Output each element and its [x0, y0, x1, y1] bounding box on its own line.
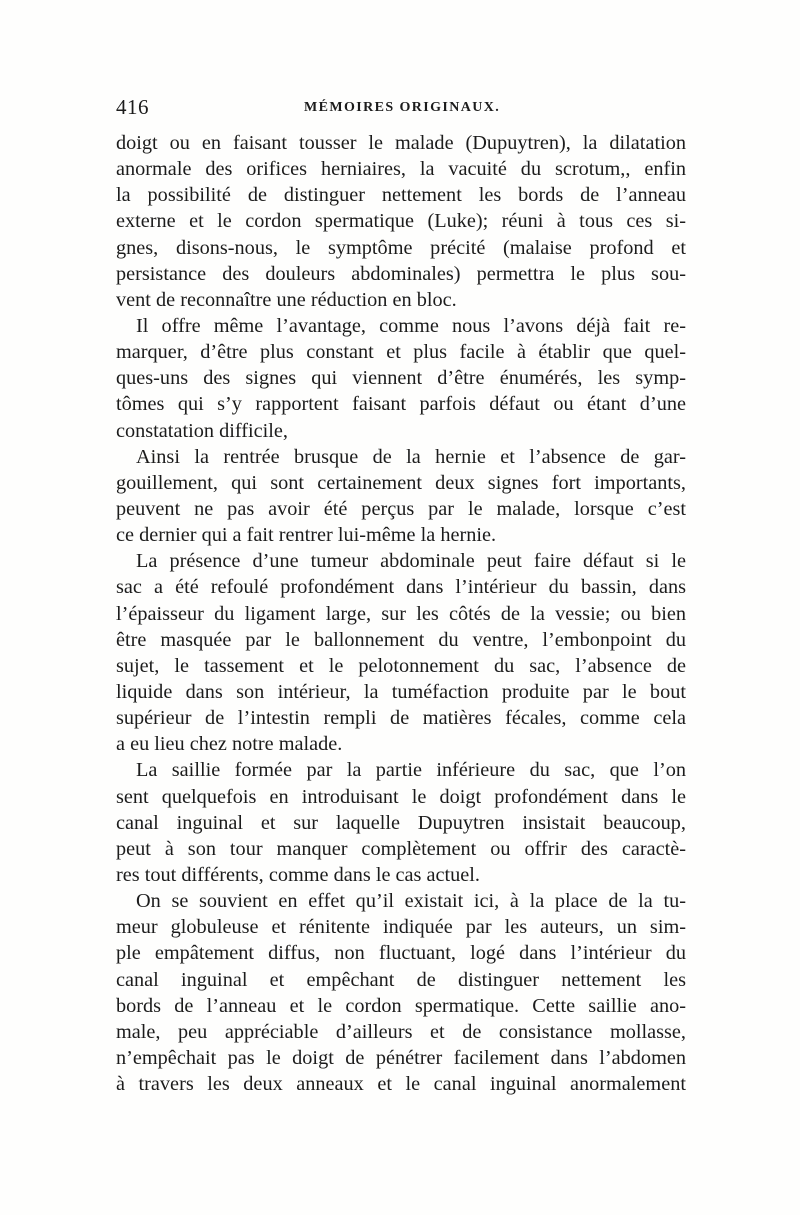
text-line: peut à son tour manquer complètement ou offrir des caractè- — [116, 837, 686, 860]
text-line: anormale des orifices herniaires, la vacuité du scrotum,, enfin — [116, 158, 686, 181]
text-line: ques-uns des signes qui viennent d’être énumérés, les symp- — [116, 367, 686, 390]
body-text — [116, 130, 686, 1097]
running-head — [116, 95, 686, 125]
text-line: n’empêchait pas le doigt de pénétrer facilement dans l’abdomen — [116, 1046, 686, 1069]
text-line: être masquée par le ballonnement du ventre, l’embonpoint du — [116, 628, 686, 651]
text-line: gouillement, qui sont certainement deux signes fort importants, — [116, 471, 686, 494]
text-line: a eu lieu chez notre malade. — [116, 733, 343, 756]
text-line: canal inguinal et sur laquelle Dupuytren insistait beaucoup, — [116, 811, 686, 834]
text-line: vent de reconnaître une réduction en bloc. — [116, 288, 457, 311]
text-line: peuvent ne pas avoir été perçus par le malade, lorsque c’est — [116, 497, 686, 520]
text-line: Ainsi la rentrée brusque de la hernie et l’absence de gar- — [136, 445, 686, 468]
text-line: la possibilité de distinguer nettement les bords de l’anneau — [116, 184, 686, 207]
text-line: Il offre même l’avantage, comme nous l’avons déjà fait re- — [136, 314, 686, 337]
text-line: persistance des douleurs abdominales) permettra le plus sou- — [116, 262, 686, 285]
text-line: sent quelquefois en introduisant le doigt profondément dans le — [116, 785, 686, 808]
text-line: gnes, disons-nous, le symptôme précité (malaise profond et — [116, 236, 686, 259]
text-line: La saillie formée par la partie inférieure du sac, que l’on — [136, 759, 686, 782]
text-line: On se souvient en effet qu’il existait ici, à la place de la tu- — [136, 890, 686, 913]
text-line: sac a été refoulé profondément dans l’intérieur du bassin, dans — [116, 576, 686, 599]
text-line: ce dernier qui a fait rentrer lui-même la hernie. — [116, 524, 497, 547]
text-line: bords de l’anneau et le cordon spermatique. Cette saillie ano- — [116, 994, 686, 1017]
text-line: à travers les deux anneaux et le canal inguinal anormalement — [116, 1073, 686, 1096]
running-title: MÉMOIRES ORIGINAUX. — [304, 100, 501, 115]
text-line: constatation difficile, — [116, 419, 288, 442]
text-line: supérieur de l’intestin rempli de matières fécales, comme cela — [116, 707, 686, 730]
text-line: sujet, le tassement et le pelotonnement du sac, l’absence de — [116, 654, 686, 677]
page-number: 416 — [116, 95, 149, 119]
text-line: res tout différents, comme dans le cas actuel. — [116, 863, 480, 886]
text-line: ple empâtement diffus, non fluctuant, logé dans l’intérieur du — [116, 942, 686, 965]
text-line: meur globuleuse et rénitente indiquée par les auteurs, un sim- — [116, 916, 686, 939]
text-line: l’épaisseur du ligament large, sur les côtés de la vessie; ou bien — [116, 602, 686, 625]
text-line: liquide dans son intérieur, la tuméfaction produite par le bout — [116, 680, 686, 703]
text-line: doigt ou en faisant tousser le malade (Dupuytren), la dilatation — [116, 132, 686, 154]
text-line: La présence d’une tumeur abdominale peut faire défaut si le — [136, 550, 686, 573]
text-line: canal inguinal et empêchant de distinguer nettement les — [116, 968, 686, 991]
text-line: marquer, d’être plus constant et plus facile à établir que quel- — [116, 341, 686, 364]
text-line: male, peu appréciable d’ailleurs et de consistance mollasse, — [116, 1020, 686, 1043]
text-line: externe et le cordon spermatique (Luke); réuni à tous ces si- — [116, 210, 686, 233]
text-line: tômes qui s’y rapportent faisant parfois défaut ou étant d’une — [116, 393, 686, 416]
